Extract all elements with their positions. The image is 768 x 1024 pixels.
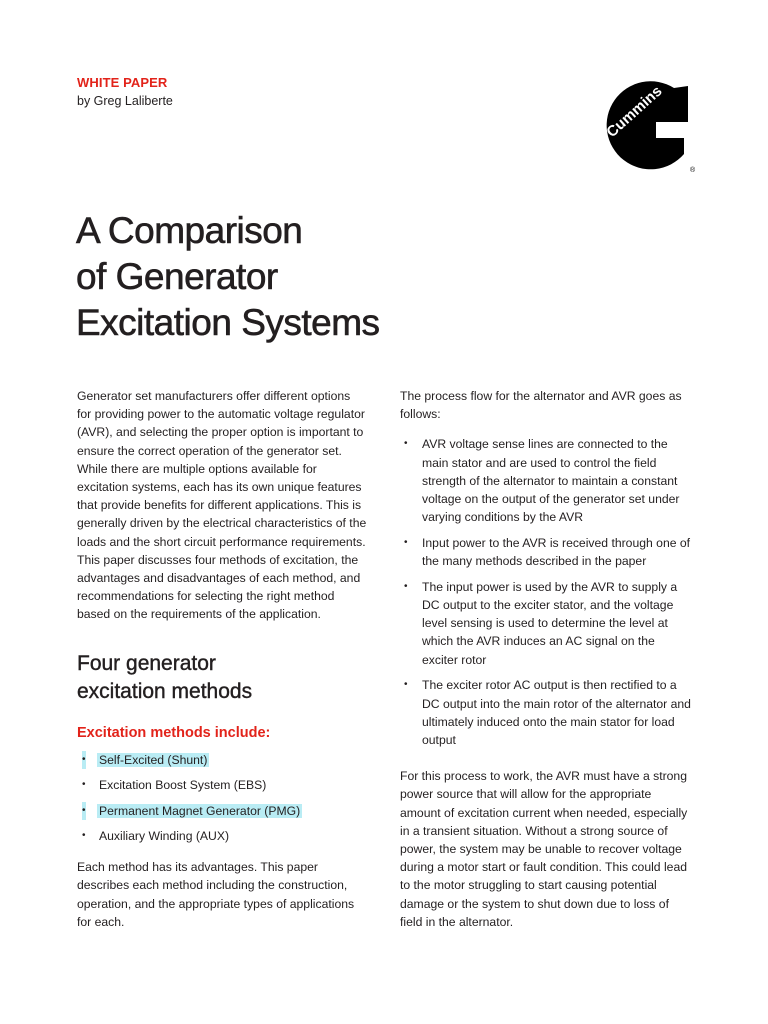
logo-wordmark: Cummins (603, 82, 666, 141)
section-heading: Four generator excitation methods (77, 651, 253, 703)
bullet-icon: • (82, 802, 86, 820)
step-text: The exciter rotor AC output is then rectified to a DC output into the main rotor of the alternator and ultimately induced onto the main stator for load output (422, 678, 691, 747)
list-item (77, 776, 367, 794)
list-item (400, 676, 692, 749)
intro-paragraph: Generator set manufacturers offer different options for providing power to the automatic voltage regulator (AVR), and selecting the proper option is important to ensure the correct operation of the generator set. While there are multiple options available for excitation systems, each has its own unique features that provide benefits for different applications. This is generally driven by the electrical characteristics of the loads and the short circuit performance requirements. This paper discusses four methods of excitation, the advantages and disadvantages of each method, and recommendations for selecting the right method based on the requirements of the application. (77, 389, 367, 622)
right-column (400, 387, 692, 931)
step-text: Input power to the AVR is received through one of the many methods described in the paper (422, 535, 691, 569)
list-item (400, 435, 692, 526)
bullet-icon: • (82, 779, 86, 791)
process-intro-paragraph: The process flow for the alternator and AVR goes as follows: (400, 389, 682, 422)
bullet-icon: • (404, 580, 408, 592)
bullet-icon: • (82, 751, 86, 769)
step-text: AVR voltage sense lines are connected to the main stator and are used to control the field strength of the alternator to maintain a constant voltage on the output of the generator set under varying conditions by the AVR (422, 437, 680, 525)
process-steps-list (400, 435, 692, 749)
cummins-logo (602, 78, 702, 176)
author-byline: by Greg Laliberte (77, 94, 173, 108)
bullet-icon: • (404, 536, 408, 548)
list-item (400, 534, 692, 570)
logo-registered-mark: ® (690, 167, 696, 174)
methods-list (77, 751, 367, 846)
method-label: Permanent Magnet Generator (PMG) (99, 803, 301, 818)
methods-list-heading: Excitation methods include: (77, 724, 271, 741)
bullet-icon: • (82, 830, 86, 842)
bullet-icon: • (404, 679, 408, 691)
method-label: Self-Excited (Shunt) (99, 752, 208, 767)
list-item (77, 827, 367, 845)
process-closing-paragraph: For this process to work, the AVR must have a strong power source that will allow for the appropriate amount of excitation current when needed, especially in a transient situation. Without a strong source of power, the system may be unable to recover voltage during a motor start or fault condition. This could lead to the motor struggling to start causing potential damage or the system to shut down due to loss of field in the alternator. (400, 769, 688, 929)
list-item (77, 802, 367, 820)
closing-paragraph: Each method has its advantages. This paper describes each method including the construction, operation, and the appropriate types of applications for each. (77, 860, 355, 929)
method-label: Excitation Boost System (EBS) (99, 778, 267, 793)
list-item (77, 751, 367, 769)
method-label: Auxiliary Winding (AUX) (99, 829, 230, 844)
step-text: The input power is used by the AVR to supply a DC output to the exciter stator, and the voltage level sensing is used to determine the level at which the AVR induces an AC signal on the exciter rotor (422, 579, 678, 667)
left-column (77, 387, 367, 931)
document-type-label: WHITE PAPER (77, 75, 168, 90)
list-item (400, 578, 692, 669)
bullet-icon: • (404, 438, 408, 450)
document-title: A Comparison of Generator Excitation Systems (76, 210, 380, 343)
